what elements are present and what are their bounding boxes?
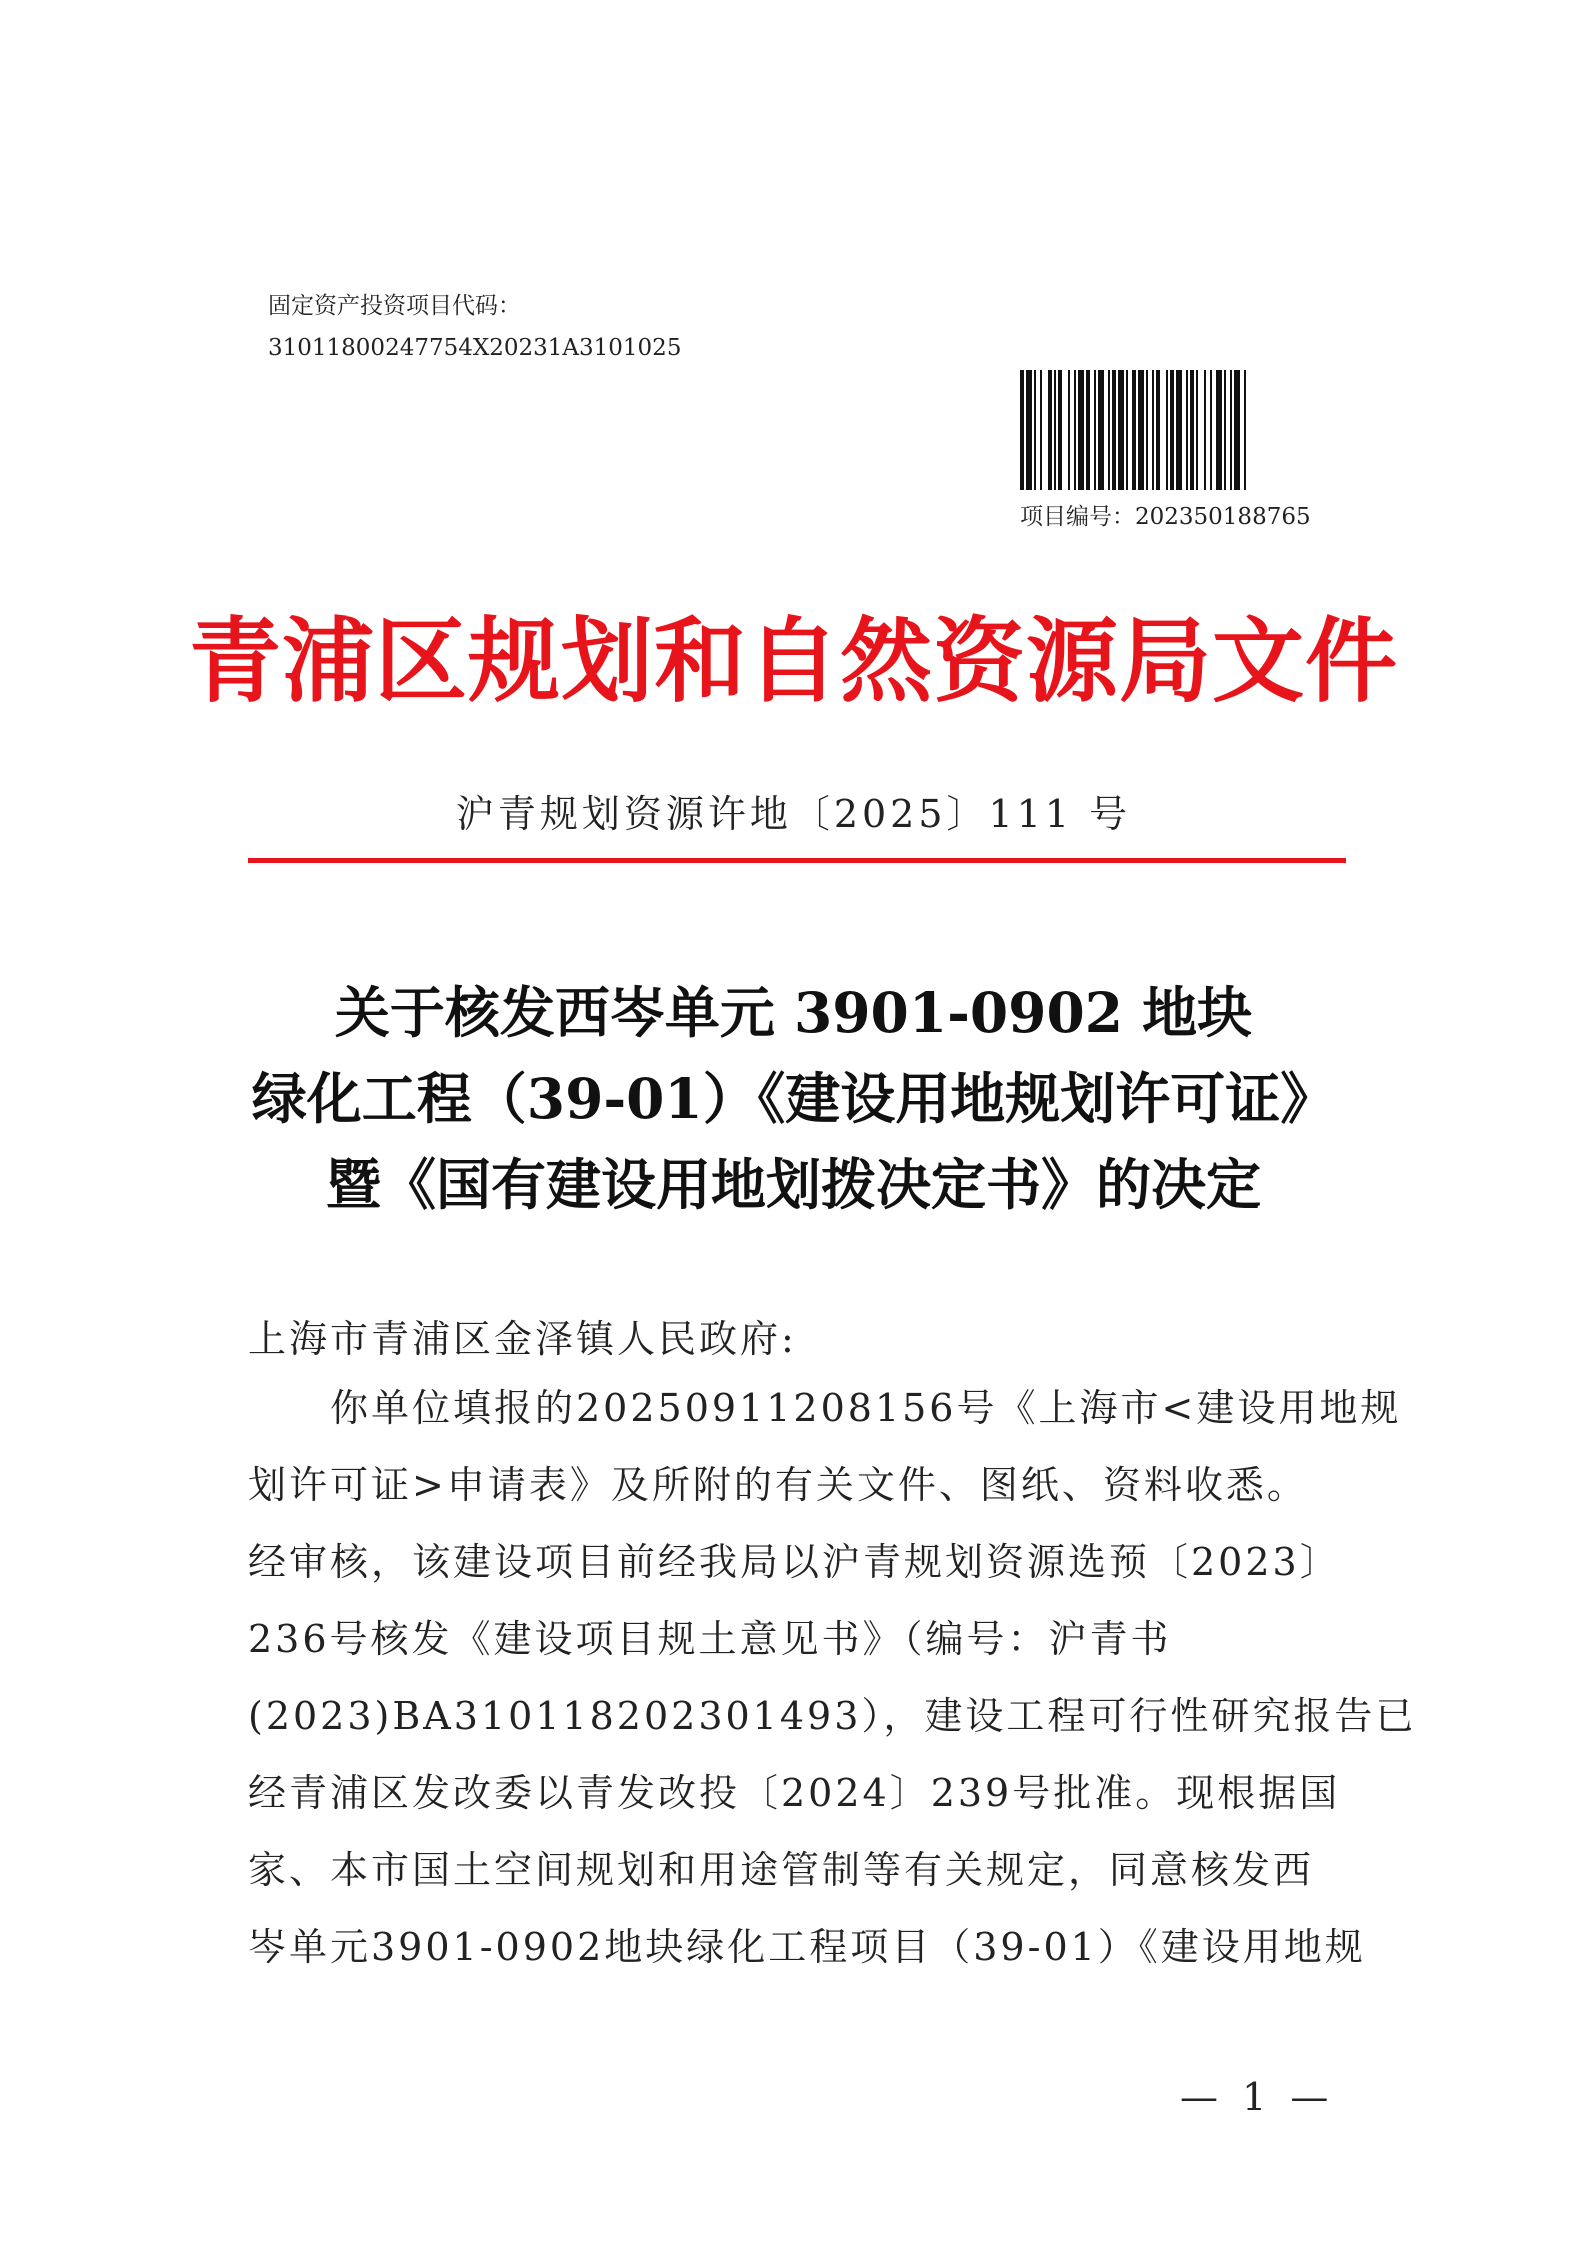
barcode-bar [1068,370,1070,490]
document-title [0,970,1587,1228]
barcode-bar [1244,370,1246,490]
investment-code-block [268,285,681,369]
body-line: 经审核，该建设项目前经我局以沪青规划资源选预〔2023〕 [248,1540,1341,1584]
barcode-bar [1190,370,1194,490]
barcode-bar [1054,370,1056,490]
barcode-bar [1126,370,1128,490]
body-line: 经青浦区发改委以青发改投〔2024〕239号批准。现根据国 [248,1771,1341,1815]
barcode-bar [1234,370,1240,490]
investment-code-value: 31011800247754X20231A3101025 [268,335,682,361]
barcode-bar [1170,370,1174,490]
issuing-authority-title: 青浦区规划和自然资源局文件 [188,608,1398,715]
barcode-bar [1146,370,1148,490]
barcode-bar [1074,370,1076,490]
investment-code-label: 固定资产投资项目代码： [268,293,521,319]
barcode-bar [1230,370,1232,490]
page-number: — 1 — [1180,2075,1335,2119]
barcode-bar [1034,370,1036,490]
title-line-1: 关于核发西岑单元 3901-0902 地块 [334,980,1253,1045]
barcode-bar [1132,370,1136,490]
barcode-bar [1040,370,1042,490]
body-line: 岑单元3901-0902地块绿化工程项目（39-01）《建设用地规 [248,1925,1366,1969]
red-divider [248,858,1346,863]
barcode-bar [1138,370,1144,490]
barcode-bar [1204,370,1206,490]
barcode-bar [1118,370,1124,490]
barcode-bar [1078,370,1084,490]
barcode-bar [1098,370,1104,490]
title-line-2: 绿化工程（39-01）《建设用地规划许可证》 [251,1066,1336,1131]
barcode-bar [1108,370,1110,490]
body-line: 划许可证>申请表》及所附的有关文件、图纸、资料收悉。 [248,1463,1308,1507]
body-paragraph [248,1370,1417,1986]
barcode-bar [1112,370,1116,490]
body-line: 家、本市国土空间规划和用途管制等有关规定，同意核发西 [248,1848,1315,1892]
body-line: (2023)BA310118202301493），建设工程可行性研究报告已 [248,1694,1417,1738]
body-line: 236号核发《建设项目规土意见书》（编号：沪青书 [248,1617,1172,1661]
barcode-bar [1048,370,1052,490]
title-line-3: 暨《国有建设用地划拨决定书》的决定 [325,1152,1261,1217]
barcode-bar [1152,370,1154,490]
barcode-bar [1058,370,1062,490]
barcode-bar [1176,370,1182,490]
barcode-bar [1026,370,1032,490]
project-number: 项目编号：202350188765 [1020,504,1311,530]
barcode-bar [1224,370,1226,490]
barcode-bar [1020,370,1024,490]
barcode-bar [1210,370,1212,490]
barcode-bar [1196,370,1198,490]
barcode-bar [1094,370,1096,490]
body-line: 你单位填报的2025091120815​6号《上海市<建设用地规 [248,1386,1402,1430]
document-number: 沪青规划资源许地〔2025〕111 号 [455,792,1132,836]
salutation: 上海市青浦区金泽镇人民政府: [248,1317,797,1361]
barcode-bar [1216,370,1222,490]
barcode-bar [1186,370,1188,490]
barcode-image [1020,370,1330,490]
barcode-bar [1156,370,1160,490]
barcode-bar [1166,370,1168,490]
barcode-bar [1086,370,1090,490]
